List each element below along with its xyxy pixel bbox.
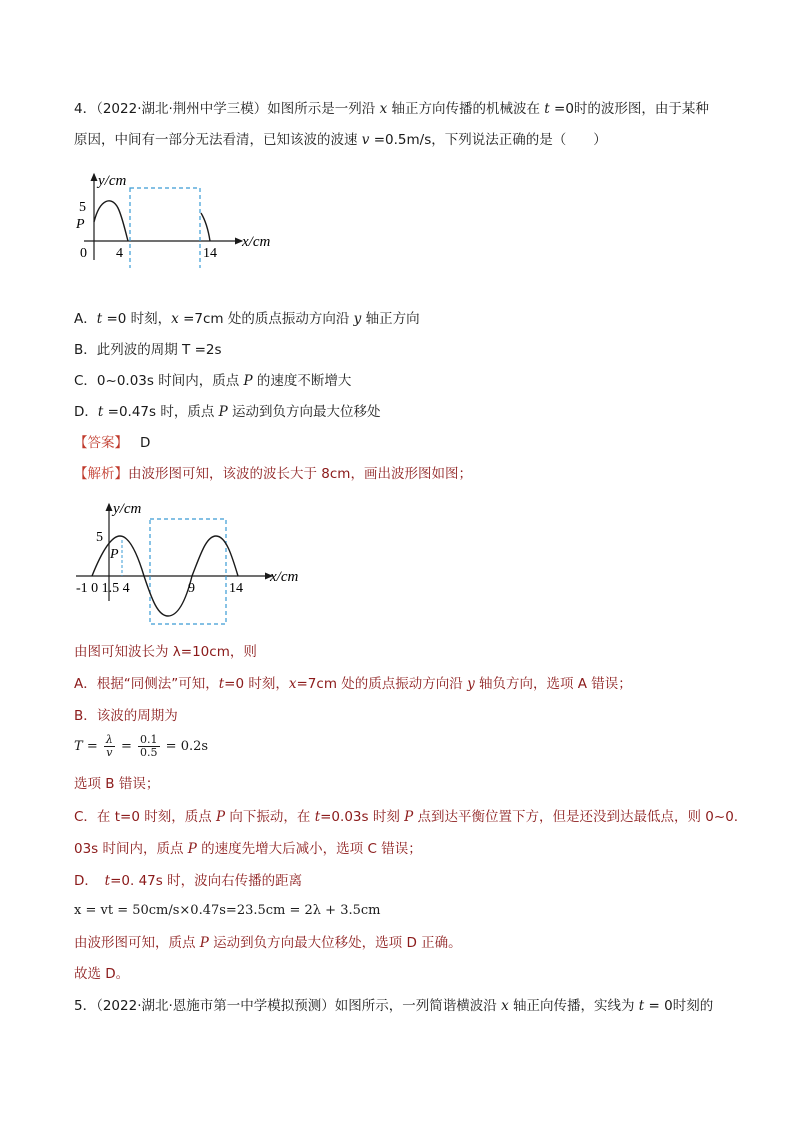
tick-9: 9 bbox=[188, 581, 195, 596]
distance-equation: x = vt = 50cm/s×0.47s=23.5cm = 2λ + 3.5cm bbox=[74, 903, 381, 918]
lambda-over-v: $\frac{\lambda}{v}$ bbox=[105, 733, 113, 759]
analysis-b-line: B．该波的周期为 bbox=[74, 708, 178, 724]
hidden-region-box bbox=[130, 188, 200, 268]
answer-value: D bbox=[140, 435, 151, 451]
q4-stem-line2: 原因，中间有一部分无法看清，已知该波的波速 v =0.5m/s，下列说法正确的是（ ） bbox=[74, 132, 607, 148]
analysis-waveform-figure bbox=[72, 496, 322, 628]
analysis-c-line2: 03s 时间内，质点 P 的速度先增大后减小，选项 C 错误； bbox=[74, 841, 422, 857]
analysis-a-line: A．根据“同侧法”可知，t=0 时刻，x=7cm 处的质点振动方向沿 y 轴负方向，选项 A 错误； bbox=[74, 676, 632, 692]
tick-0: 0 bbox=[80, 246, 87, 261]
amplitude-label: 5 bbox=[96, 530, 103, 545]
period-equation: T = $\frac{\lambda}{v}$ = $\frac{0.1}{0.5}$ = 0.2s bbox=[74, 733, 209, 759]
q4-stem-line1: 4．（2022·湖北·荆州中学三模）如图所示是一列沿 x 轴正方向传播的机械波在 t =0时的波形图，由于某种 bbox=[74, 101, 709, 117]
answer-line bbox=[74, 433, 150, 453]
point-p-label: P bbox=[110, 547, 119, 562]
y-axis-label: y/cm bbox=[98, 173, 127, 189]
analysis-b-wrong: 选项 B 错误； bbox=[74, 776, 160, 792]
analysis-intro: 【解析】由波形图可知，该波的波长大于 8cm，画出波形图如图； bbox=[74, 466, 472, 482]
tick-labels-left: -1 0 1.5 4 bbox=[76, 581, 130, 596]
wave-left-segment bbox=[94, 201, 128, 241]
wave-right-segment bbox=[201, 213, 210, 241]
tick-14: 14 bbox=[203, 246, 217, 261]
wavelength-line: 由图可知波长为 λ=10cm，则 bbox=[74, 644, 257, 660]
y-axis-label: y/cm bbox=[113, 501, 142, 517]
tick-14: 14 bbox=[229, 581, 243, 596]
q5-stem-line1: 5．（2022·湖北·恩施市第一中学模拟预测）如图所示，一列简谐横波沿 x 轴正向传播，实线为 t = 0时刻的 bbox=[74, 998, 714, 1014]
option-a: A．t =0 时刻，x =7cm 处的质点振动方向沿 y 轴正方向 bbox=[74, 311, 420, 327]
analysis-c-line1: C．在 t=0 时刻，质点 P 向下振动，在 t=0.03s 时刻 P 点到达平衡位置下方，但是还没到达最低点，则 0~0. bbox=[74, 809, 739, 825]
x-axis-label: x/cm bbox=[242, 234, 270, 250]
analysis-d-conclusion: 由波形图可知，质点 P 运动到负方向最大位移处，选项 D 正确。 bbox=[74, 935, 462, 951]
option-d: D．t =0.47s 时，质点 P 运动到负方向最大位移处 bbox=[74, 404, 381, 420]
analysis-label: 【解析】 bbox=[74, 466, 128, 482]
answer-label: 【答案】 bbox=[74, 435, 128, 451]
hidden-region-box bbox=[150, 519, 226, 624]
option-b: B．此列波的周期 T =2s bbox=[74, 342, 222, 358]
analysis-d-line: D． t=0. 47s 时，波向右传播的距离 bbox=[74, 873, 303, 889]
value-fraction: $\frac{0.1}{0.5}$ bbox=[140, 733, 158, 759]
option-c: C．0~0.03s 时间内，质点 P 的速度不断增大 bbox=[74, 373, 352, 389]
point-p-label: P bbox=[76, 217, 85, 232]
amplitude-label: 5 bbox=[79, 200, 86, 215]
x-axis-label: x/cm bbox=[270, 569, 299, 585]
q4-waveform-figure bbox=[70, 168, 270, 268]
final-choice: 故选 D。 bbox=[74, 966, 130, 982]
tick-4: 4 bbox=[116, 246, 123, 261]
